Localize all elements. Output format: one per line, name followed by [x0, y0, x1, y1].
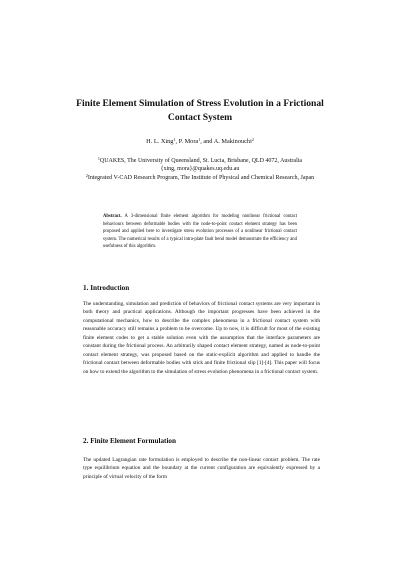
affiliation-marker: 1 — [198, 137, 201, 142]
author-separator: , — [175, 138, 179, 145]
affiliation-marker: 1 — [173, 137, 176, 142]
abstract-text: A 3-dimensional finite element algorithm for modeling nonlinear frictional contact behaviours between deformable bodies with the node-to-point contact element strategy has been proposed and applied here to investigate stress evolution processes of a nonlinear frictional contact system. The numerical results of a typical intra-plate fault bend model demonstrate the efficiency and usefulness of this algorithm. — [103, 214, 297, 250]
author-name: P. Mora — [178, 138, 199, 145]
paper-title: Finite Element Simulation of Stress Evolution in a Frictional Contact System — [76, 98, 324, 123]
introduction-paragraph: The understanding, simulation and prediction of behaviors of frictional contact systems are very important in both theory and practical applications. Although the important progresses have been achieved in the computational mechanics, how to describe the complex phenomena in a frictional contact system with reasonable accuracy still remains a problem to be overcome. Up to now, it is difficult for most of the existing finite element codes to get a stable solution even with the assumption that the interface parameters are constant during the frictional process. An arbitrarily shaped contact element strategy, named as node-to-point contact element strategy, was proposed based on the static-explicit algorithm and applied to handle the frictional contact between deformable bodies with stick and finite frictional slip [1]-[4]. This paper will focus on how to extend the algorithm to the simulation of stress evolution phenomena in a frictional contact system. — [83, 301, 320, 375]
abstract — [103, 213, 297, 251]
affiliation-2 — [80, 174, 320, 182]
abstract-label: Abstract. — [103, 214, 122, 219]
affiliation-text: Integrated V-CAD Research Program, The Institute of Physical and Chemical Research, Japan — [87, 174, 315, 181]
author-name: H. L. Xing — [146, 138, 174, 145]
affiliation-marker: 2 — [85, 172, 88, 178]
affiliation-marker: 1 — [97, 156, 100, 161]
author-name: A. Makinouchi — [213, 138, 252, 145]
section-heading-introduction: 1. Introduction — [83, 284, 130, 292]
affiliation-1 — [80, 157, 320, 165]
affiliation-marker: 2 — [251, 137, 254, 142]
affiliation-text: QUAKES, The University of Queensland, St. Lucia, Brisbane, QLD 4072, Australia — [99, 158, 303, 164]
fem-formulation-paragraph: The updated Lagrangian rate formulation is employed to describe the non-linear contact problem. The rate type equilibrium equation and the boundary at the current configuration are equivalently expressed by a principle of virtual velocity of the form — [83, 457, 320, 480]
author-separator: , and — [200, 138, 214, 145]
affiliations — [80, 157, 320, 182]
author-email: {xing, mora}@quakes.uq.edu.au — [160, 166, 240, 173]
section-heading-fem-formulation: 2. Finite Element Formulation — [83, 437, 177, 445]
author-list — [60, 137, 340, 146]
